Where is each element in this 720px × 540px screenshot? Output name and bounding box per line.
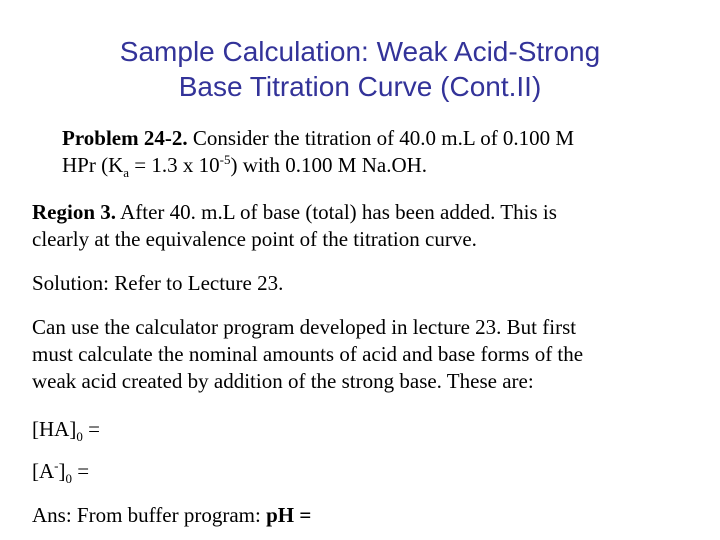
problem-line-2 [62, 152, 702, 179]
ha-line [32, 416, 692, 443]
ka-subscript: a [123, 165, 130, 180]
calculator-line-3: weak acid created by addition of the strong base. These are: [32, 369, 534, 393]
a-minus-line [32, 458, 692, 485]
problem-statement [62, 125, 702, 179]
title-line-2: Base Titration Curve (Cont.II) [178, 71, 542, 102]
ha-pre: [HA] [32, 417, 77, 441]
answer-ph-label: pH = [266, 503, 312, 527]
a-minus-concentration [32, 458, 692, 485]
problem-line-1-text: Consider the titration of 40.0 m.L of 0.100 M [187, 126, 575, 150]
calculator-paragraph [32, 314, 692, 395]
a-superscript: - [54, 458, 59, 473]
calculator-line-2: must calculate the nominal amounts of acid and base forms of the [32, 342, 584, 366]
slide-title [40, 34, 680, 104]
answer-paragraph [32, 502, 692, 529]
answer-text: Ans: From buffer program: [32, 503, 267, 527]
a-pre: [A [32, 459, 55, 483]
a-mid: ] [58, 459, 66, 483]
a-post: = [72, 459, 90, 483]
problem-label: Problem 24-2. [62, 126, 188, 150]
answer-line [32, 502, 692, 529]
solution-text: Solution: Refer to Lecture 23. [32, 271, 284, 295]
region-line-2: clearly at the equivalence point of the titration curve. [32, 227, 477, 251]
a-subscript: 0 [65, 471, 73, 486]
problem-line-1 [62, 125, 702, 152]
exponent-superscript: -5 [219, 152, 231, 167]
title-line-1: Sample Calculation: Weak Acid-Strong [119, 36, 601, 67]
region-3-paragraph [32, 199, 692, 253]
problem-line-2-pre: HPr (K [62, 153, 124, 177]
ha-subscript: 0 [76, 429, 83, 444]
region-line-1-text: After 40. m.L of base (total) has been added. This is [116, 200, 557, 224]
problem-line-2-mid: = 1.3 x 10 [129, 153, 220, 177]
ha-post: = [82, 417, 100, 441]
problem-line-2-post: ) with 0.100 M Na.OH. [230, 153, 428, 177]
region-line-1 [32, 199, 692, 226]
ha-concentration [32, 416, 692, 443]
calculator-line-1: Can use the calculator program developed in lecture 23. But first [32, 315, 577, 339]
solution-paragraph [32, 270, 692, 297]
region-label: Region 3. [32, 200, 116, 224]
